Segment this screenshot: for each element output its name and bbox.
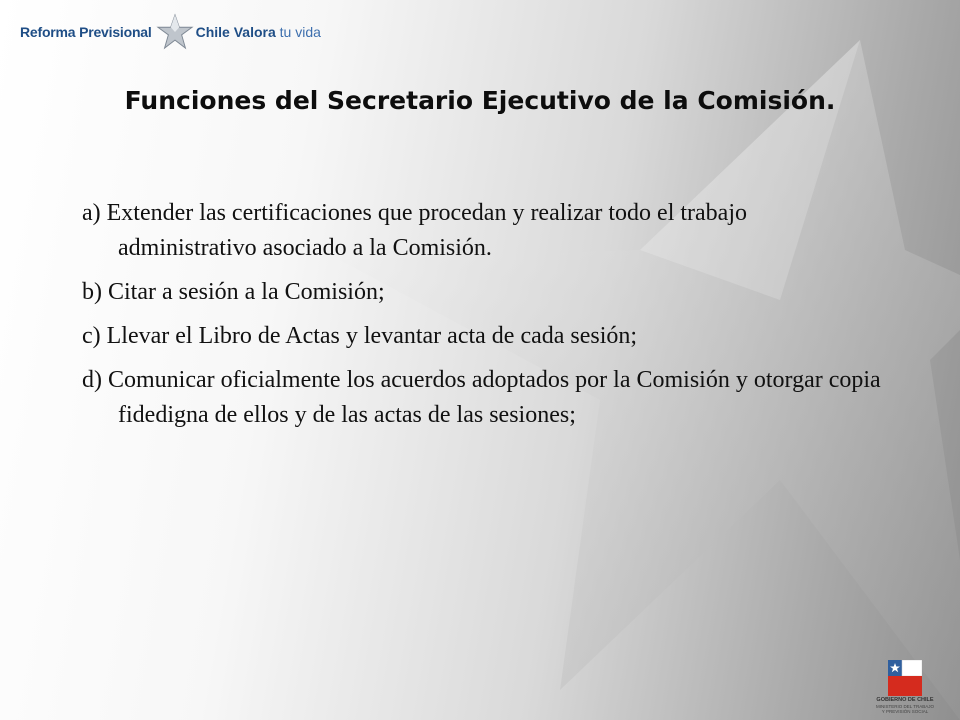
list-item: c) Llevar el Libro de Actas y levantar acta de cada sesión; [82,323,638,349]
slide-title: Funciones del Secretario Ejecutivo de la Comisión. [124,86,836,115]
gobierno-ministry-line2: Y PREVISIÓN SOCIAL [881,709,929,714]
gobierno-name: GOBIERNO DE CHILE [876,697,934,703]
list-item: d) Comunicar oficialmente los acuerdos adoptados por la Comisión y otorgar copia fidedigna de ellos y de las actas de las sesiones; [82,367,881,428]
brand-tu-vida: tu vida [279,24,321,40]
brand-chile-valora [196,24,321,40]
gobierno-de-chile-logo [868,660,942,716]
functions-list [82,196,882,442]
brand-chile-valora-bold: Chile Valora [195,24,276,40]
brand-header [20,8,321,56]
star-logo-icon [156,13,194,51]
list-item: a) Extender las certificaciones que procedan y realizar todo el trabajo administrativo asociado a la Comisión. [82,200,747,261]
gobierno-shield-icon [888,660,922,696]
gobierno-ministry [868,704,942,714]
gobierno-ministry-line1: MINISTERIO DEL TRABAJO [875,704,934,709]
list-item: b) Citar a sesión a la Comisión; [82,279,385,305]
brand-reforma-previsional: Reforma Previsional [20,24,152,40]
